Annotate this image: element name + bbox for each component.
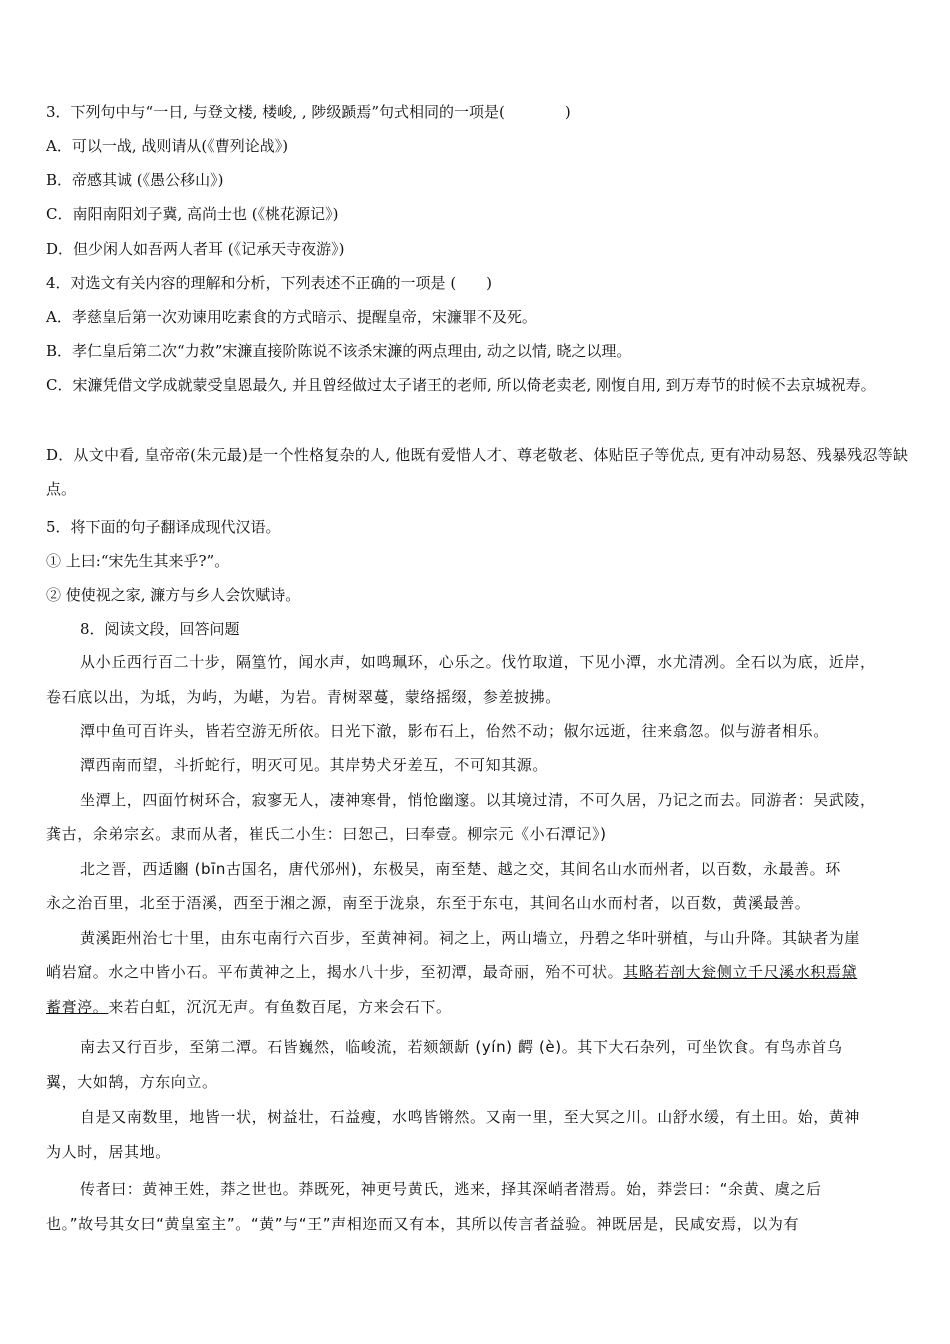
q3-option-d: D．但少闲人如吾两人者耳 (《记承天寺夜游》) (46, 240, 345, 258)
q3-option-c: C．南阳南阳刘子冀, 高尚士也 (《桃花源记》) (46, 205, 339, 223)
q8-p9-line1: 传者曰：黄神王姓，莽之世也。莽既死，神更号黄氏，逃来，择其深峭者潜焉。始，莽尝曰：“余黄、虞之后 (80, 1180, 822, 1198)
q4-option-a: A．孝慈皇后第一次劝谏用吃素食的方式暗示、提醒皇帝，宋濂罪不及死。 (46, 308, 537, 326)
q3-option-a: A．可以一战, 战则请从(《曹列论战》) (46, 137, 289, 155)
q8-p2: 潭中鱼可百许头，皆若空游无所依。日光下澈，影布石上，佁然不动；俶尔远逝，往来翕忽。似与游者相乐。 (80, 722, 829, 740)
q8-underlined-sentence-part2: 蓄膏渟。 (46, 998, 109, 1016)
q3-option-b: B．帝感其诚 (《愚公移山》) (46, 171, 224, 189)
q8-underlined-sentence-part1: 其略若剖大瓮侧立千尺溪水积焉黛 (623, 963, 858, 981)
q8-p1-line2: 卷石底以出，为坻，为屿，为嵁，为岩。青树翠蔓，蒙络摇缀，参差披拂。 (46, 688, 561, 706)
q8-p6-line3 (46, 998, 908, 1016)
q8-p6-line1: 黄溪距州治七十里，由东屯南行六百步，至黄神祠。祠之上，两山墙立，丹碧之华叶骈植，与山升降。其缺者为崖 (80, 929, 861, 947)
q8-p4-line1: 坐潭上，四面竹树环合，寂寥无人，凄神寒骨，悄怆幽邃。以其境过清，不可久居，乃记之而去。同游者：吴武陵， (80, 791, 876, 809)
q8-p5-line1: 北之晋，西适豳 (bīn古国名，唐代邠州)，东极吴，南至楚、越之交，其间名山水而州者，以百数，永最善。环 (80, 860, 841, 878)
q8-p6-line2 (46, 963, 908, 981)
q3-stem: 3．下列句中与“一日, 与登文楼, 楼峻, , 陟级踬焉”句式相同的一项是( ) (46, 103, 571, 121)
q4-option-c: C．宋濂凭借文学成就蒙受皇恩最久, 并且曾经做过太子诸王的老师, 所以倚老卖老, 刚愎自用, 到万寿节的时候不去京城祝寿。 (46, 376, 876, 394)
q8-p4-line2: 龚古，余弟宗玄。隶而从者，崔氏二小生：曰恕己，曰奉壹。柳宗元《小石潭记》) (46, 825, 607, 843)
q4-option-b: B．孝仁皇后第二次“力救”宋濂直接阶陈说不该杀宋濂的两点理由, 动之以情, 晓之以理。 (46, 342, 632, 360)
q8-p5-line2: 永之治百里，北至于浯溪，西至于湘之源，南至于泷泉，东至于东屯，其间名山水而村者，以百数，黄溪最善。 (46, 894, 811, 912)
q8-p9-line2: 也。”故号其女曰“黄皇室主”。“黄”与“王”声相迩而又有本，其所以传言者益验。神既居是，民咸安焉，以为有 (46, 1215, 800, 1233)
q8-p8-line1: 自是又南数里，地皆一状，树益壮，石益瘦，水鸣皆锵然。又南一里，至大冥之川。山舒水缓，有土田。始，黄神 (80, 1108, 861, 1126)
q8-p3: 潭西南而望，斗折蛇行，明灭可见。其岸势犬牙差互，不可知其源。 (80, 756, 549, 774)
q5-sentence-2: ② 使使视之家, 濂方与乡人会饮赋诗。 (46, 586, 301, 604)
q5-sentence-1: ① 上曰:“宋先生其来乎?”。 (46, 552, 230, 570)
q4-option-d: D．从文中看, 皇帝帝(朱元最)是一个性格复杂的人, 他既有爱惜人才、尊老敬老、体贴臣子等优点, 更有冲动易怒、残暴残忍等缺点。 (46, 446, 908, 498)
q8-p8-line2: 为人时，居其地。 (46, 1143, 171, 1161)
q5-stem: 5．将下面的句子翻译成现代汉语。 (46, 518, 281, 536)
q8-p7-line2: 翼，大如鹄，方东向立。 (46, 1073, 218, 1091)
q8-p6-line3-text: 来若白虹，沉沉无声。有鱼数百尾，方来会石下。 (108, 998, 452, 1016)
q8-title: 8．阅读文段，回答问题 (80, 620, 240, 638)
q4-stem: 4．对选文有关内容的理解和分析，下列表述不正确的一项是 ( ) (46, 274, 493, 292)
q8-p1-line1: 从小丘西行百二十步，隔篁竹，闻水声，如鸣珮环，心乐之。伐竹取道，下见小潭，水尤清冽。全石以为底，近岸， (80, 653, 876, 671)
q8-p7-line1: 南去又行百步，至第二潭。石皆巍然，临峻流，若颏颔龂 (yín) 齶 (è)。其下大石杂列，可坐饮食。有鸟赤首乌 (80, 1038, 843, 1056)
q8-p6-line2-text: 峭岩窟。水之中皆小石。平布黄神之上，揭水八十步，至初潭，最奇丽，殆不可状。 (46, 963, 624, 981)
